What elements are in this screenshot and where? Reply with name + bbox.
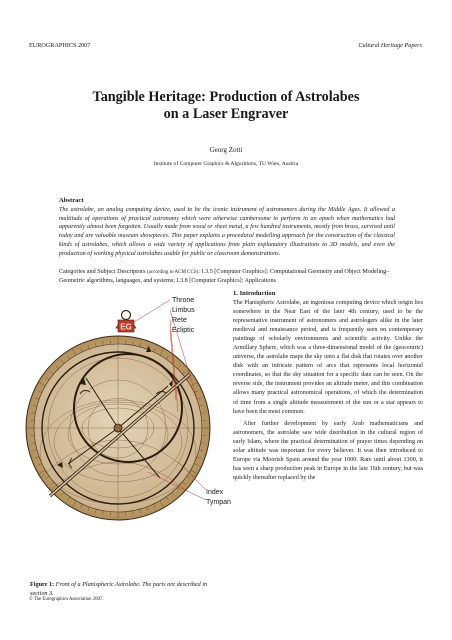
figure-caption — [30, 581, 216, 598]
section-heading: 1. Introduction — [233, 290, 276, 297]
figure-astrolabe — [28, 282, 231, 570]
running-header-left: EUROGRAPHICS 2007 — [29, 42, 91, 49]
categories-label: Categories and Subject Descriptors — [59, 269, 146, 275]
svg-text:EG: EG — [120, 322, 132, 332]
body-column-right — [233, 299, 423, 483]
affiliation: Institute of Computer Graphics & Algorithms, TU Wien, Austria — [153, 161, 299, 167]
label-limbus: Limbus — [172, 307, 195, 314]
figure-caption-text: Front of a Planispheric Astrolabe. The parts are described in section 3. — [30, 581, 208, 597]
label-index: Index — [206, 489, 224, 496]
running-header-right: Cultural Heritage Papers — [358, 42, 422, 49]
label-ecliptic: Ecliptic — [172, 327, 195, 334]
abstract-heading: Abstract — [59, 197, 84, 204]
label-throne: Throne — [172, 297, 195, 304]
author: Georg Zotti — [209, 146, 243, 154]
abstract-text: The astrolabe, an analog computing device, used to be the iconic instrument of astronomers during the Middle Ages. It allowed a multitude of operations of practical astronomy which were otherwise cumbersome to perform in an epoch when mathematics had apparently almost been forgotten. Usually made from wood or sheet metal, a few hundred instruments, mostly from brass, survived until today and are valuable museum showpieces. This paper explains a procedural modelling approach for the construction of the classical kinds of astrolabes, which allows a wide variety of applications from plain explanatory illustrations to 3D models, and even the production of working physical astrolabes usable for public or classroom demonstrations. — [59, 207, 395, 257]
label-rete: Rete — [172, 317, 187, 324]
paper-title — [0, 89, 452, 123]
copyright-notice: © The Eurographics Association 2007. — [29, 597, 104, 602]
paragraph-1: The Planispheric Astrolabe, an ingenious computing device which origin lies somewhere in the Near East of the later 4th century, used to be the representative instrument of astronomers and astrologers alike in the later medieval and renaissance period, and is frequently seen on contemporary paintings of scholarly environments and scientific activity. Unlike the Armillary Sphere, which was a three-dimensional model of the (geocentric) universe, the astrolabe maps the sky onto a flat disk that rotates over another disk with an intricate pattern of arcs that represents local horizontal coordinates, so that the sky situation for a specific date can be seen. On the reverse side, the instrument provides an altitude meter, and this combination allows many practical astronomical operations, of which the determination of time from a single altitude measurement of the sun or a star appears to have been the most common. — [233, 300, 423, 415]
categories-note: (according to ACM CCS) — [147, 270, 199, 275]
figure-caption-label: Figure 1: — [30, 581, 55, 588]
label-tympan: Tympan — [206, 499, 231, 506]
astrolabe-illustration — [28, 282, 231, 570]
title-line-1: Tangible Heritage: Production of Astrolabes — [92, 89, 360, 105]
paragraph-2: After further development by early Arab mathematicians and astronomers, the astrolabe saw wide distribution in the cultural region of early Islam, where the practical determination of prayer times depending on solar altitude was important for every believer. It was then introduced to Europe via Moorish Spain around the year 1000. Rare until about 1300, it has seen a sharp production peak in Europe in the late 16th century, but was quickly thereafter replaced by the — [233, 420, 423, 481]
categories-text: : I.3.5 [Computer Graphics]: Computational Geometry and Object Modeling–Geometric algorithms, languages, and systems; I.3.8 [Computer Graphics]: Applications — [59, 269, 390, 284]
throne-shape — [116, 311, 136, 333]
title-line-2: on a Laser Engraver — [163, 106, 289, 122]
center-pin — [114, 424, 122, 432]
